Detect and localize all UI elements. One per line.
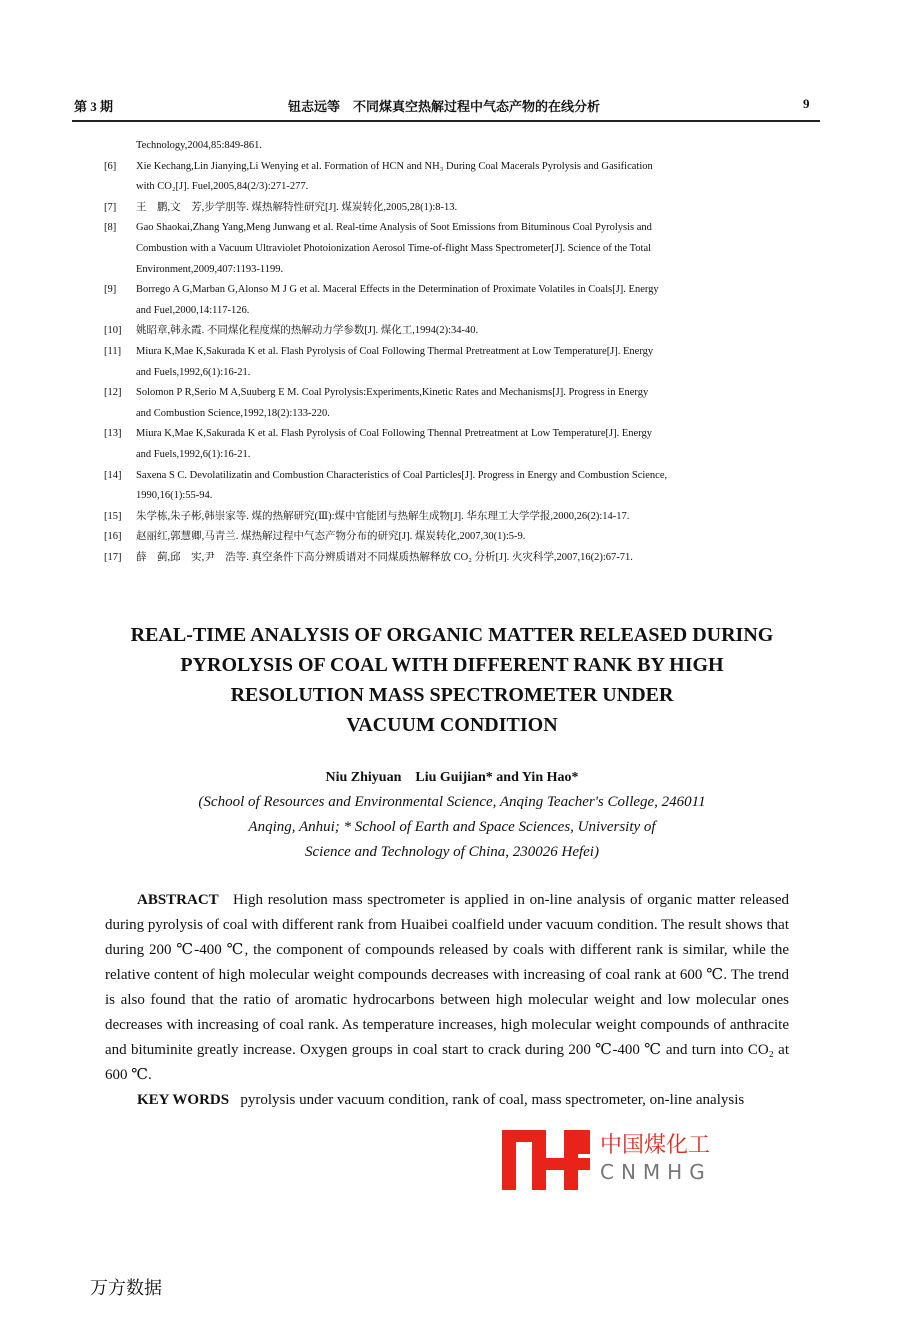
reference-number: [13] [104,428,122,440]
reference-item [104,383,794,404]
reference-number: [11] [104,345,122,357]
reference-continuation [104,177,794,198]
reference-continuation [104,445,794,466]
watermark-cn: 中国煤化工 [600,1133,711,1158]
reference-text: Miura K,Mae K,Sakurada K et al. Flash Pyrolysis of Coal Following Thermal Pretreatment at Low Temperature[J]. Energy [136,345,654,357]
abstract-label: ABSTRACT [137,892,219,908]
reference-text: Solomon P R,Serio M A,Suuberg E M. Coal Pyrolysis:Experiments,Kinetic Rates and Mechanisms[J]. Progress in Energy [136,387,649,399]
reference-item [104,321,794,342]
reference-text: with CO₂[J]. Fuel,2005,84(2/3):271-277. [136,181,309,193]
reference-number: [15] [104,510,122,522]
watermark-en: CNMHG [600,1160,712,1184]
reference-text: and Fuels,1992,6(1):16-21. [136,366,251,378]
watermark-logo [502,1128,712,1192]
reference-list [104,136,794,568]
reference-text: Gao Shaokai,Zhang Yang,Meng Junwang et al. Real-time Analysis of Soot Emissions from Bituminous Coal Pyrolysis and [136,222,652,234]
header-rule [72,120,820,122]
reference-item [104,424,794,445]
reference-item [104,157,794,178]
reference-continuation [104,404,794,425]
reference-number: [10] [104,325,122,337]
affiliation-line: Anqing, Anhui; * School of Earth and Space Sciences, University of [248,819,656,835]
reference-continuation [104,363,794,384]
reference-text: 薛 蓟,邱 实,尹 浩等. 真空条件下高分辨质谱对不同煤质热解释放 CO₂ 分析[J]. 火灾科学,2007,16(2):67-71. [136,551,633,563]
reference-continuation [104,486,794,507]
title-line: PYROLYSIS OF COAL WITH DIFFERENT RANK BY HIGH [180,654,724,676]
reference-text: Combustion with a Vacuum Ultraviolet Photoionization Aerosol Time-of-flight Mass Spectrometer[J]. Science of the Total [136,242,652,254]
reference-text: Xie Kechang,Lin Jianying,Li Wenying et al. Formation of HCN and NH₃ During Coal Macerals Pyrolysis and Gasification [136,160,653,172]
reference-text: 1990,16(1):55-94. [136,490,213,502]
abstract-text: High resolution mass spectrometer is applied in on-line analysis of organic matter released during pyrolysis of coal with different rank from Huaibei coalfield under vacuum condition. The result shows that during 200 ℃-400 ℃, the component of compounds released by coals with different rank is similar, while the relative content of high molecular weight compounds decreases with increasing of coal rank at 600 ℃. The trend is also found that the ratio of aromatic hydrocarbons between high molecular weight and low molecular ones decreases with increasing of coal rank. As temperature increases, high molecular weight compounds of anthracite and bituminite greatly increase. Oxygen groups in coal start to crack during 200 ℃-400 ℃ and turn into CO₂ at 600 ℃. [105,892,789,1083]
footer-source: 万方数据 [90,1278,162,1299]
running-title: 钮志远等 不同煤真空热解过程中气态产物的在线分析 [288,99,601,114]
reference-continuation [104,239,794,260]
reference-number: [12] [104,387,122,399]
reference-text: and Combustion Science,1992,18(2):133-220. [136,407,330,419]
reference-text: and Fuels,1992,6(1):16-21. [136,448,251,460]
reference-number: [17] [104,551,122,563]
reference-text: Saxena S C. Devolatilizatin and Combustion Characteristics of Coal Particles[J]. Progress in Energy and Combustion Science, [136,469,668,481]
reference-number: [16] [104,531,122,543]
issue-number: 第 3 期 [74,99,114,114]
reference-number: [6] [104,160,117,172]
reference-item [104,527,794,548]
reference-text: and Fuel,2000,14:117-126. [136,304,250,316]
reference-item [104,218,794,239]
reference-text: 赵丽红,郭慧卿,马青兰. 煤热解过程中气态产物分布的研究[J]. 煤炭转化,2007,30(1):5-9. [136,531,526,543]
title-line: RESOLUTION MASS SPECTROMETER UNDER [230,684,674,706]
reference-item [104,198,794,219]
reference-text: 王 鹏,文 芳,步学朋等. 煤热解特性研究[J]. 煤炭转化,2005,28(1):8-13. [136,201,458,213]
keywords-text: pyrolysis under vacuum condition, rank of coal, mass spectrometer, on-line analysis [240,1092,745,1108]
authors: Niu Zhiyuan Liu Guijian* and Yin Hao* [325,770,579,785]
reference-number: [14] [104,469,122,481]
affiliation [100,790,804,865]
page-number: 9 [803,96,810,111]
reference-item [104,342,794,363]
reference-text: Miura K,Mae K,Sakurada K et al. Flash Pyrolysis of Coal Following Thennal Pretreatment at Low Temperature[J]. Energy [136,428,652,440]
reference-text: 朱学栋,朱子彬,韩崇家等. 煤的热解研究(Ⅲ):煤中官能团与热解生成物[J]. 华东理工大学学报,2000,26(2):14-17. [136,510,630,522]
reference-item [104,507,794,528]
reference-number: [7] [104,201,117,213]
reference-text: Borrego A G,Marban G,Alonso M J G et al. Maceral Effects in the Determination of Proximate Volatiles in Coals[J]. Energy [136,284,659,296]
reference-text: Environment,2009,407:1193-1199. [136,263,284,275]
title-line: REAL-TIME ANALYSIS OF ORGANIC MATTER RELEASED DURING [130,624,774,646]
abstract-section [105,888,789,1113]
reference-item [104,548,794,569]
reference-text: 姚昭章,韩永霞. 不同煤化程度煤的热解动力学参数[J]. 煤化工,1994(2):34-40. [136,325,479,337]
reference-continuation [104,260,794,281]
reference-number: [8] [104,222,117,234]
reference-number: [9] [104,284,117,296]
affiliation-line: (School of Resources and Environmental Science, Anqing Teacher's College, 246011 [198,794,706,810]
keywords-label: KEY WORDS [137,1092,230,1108]
reference-item [104,136,794,157]
paper-title [90,620,814,740]
affiliation-line: Science and Technology of China, 230026 Hefei) [305,844,599,860]
reference-text: Technology,2004,85:849-861. [136,140,263,151]
reference-item [104,466,794,487]
reference-continuation [104,301,794,322]
reference-item [104,280,794,301]
title-line: VACUUM CONDITION [346,714,558,736]
